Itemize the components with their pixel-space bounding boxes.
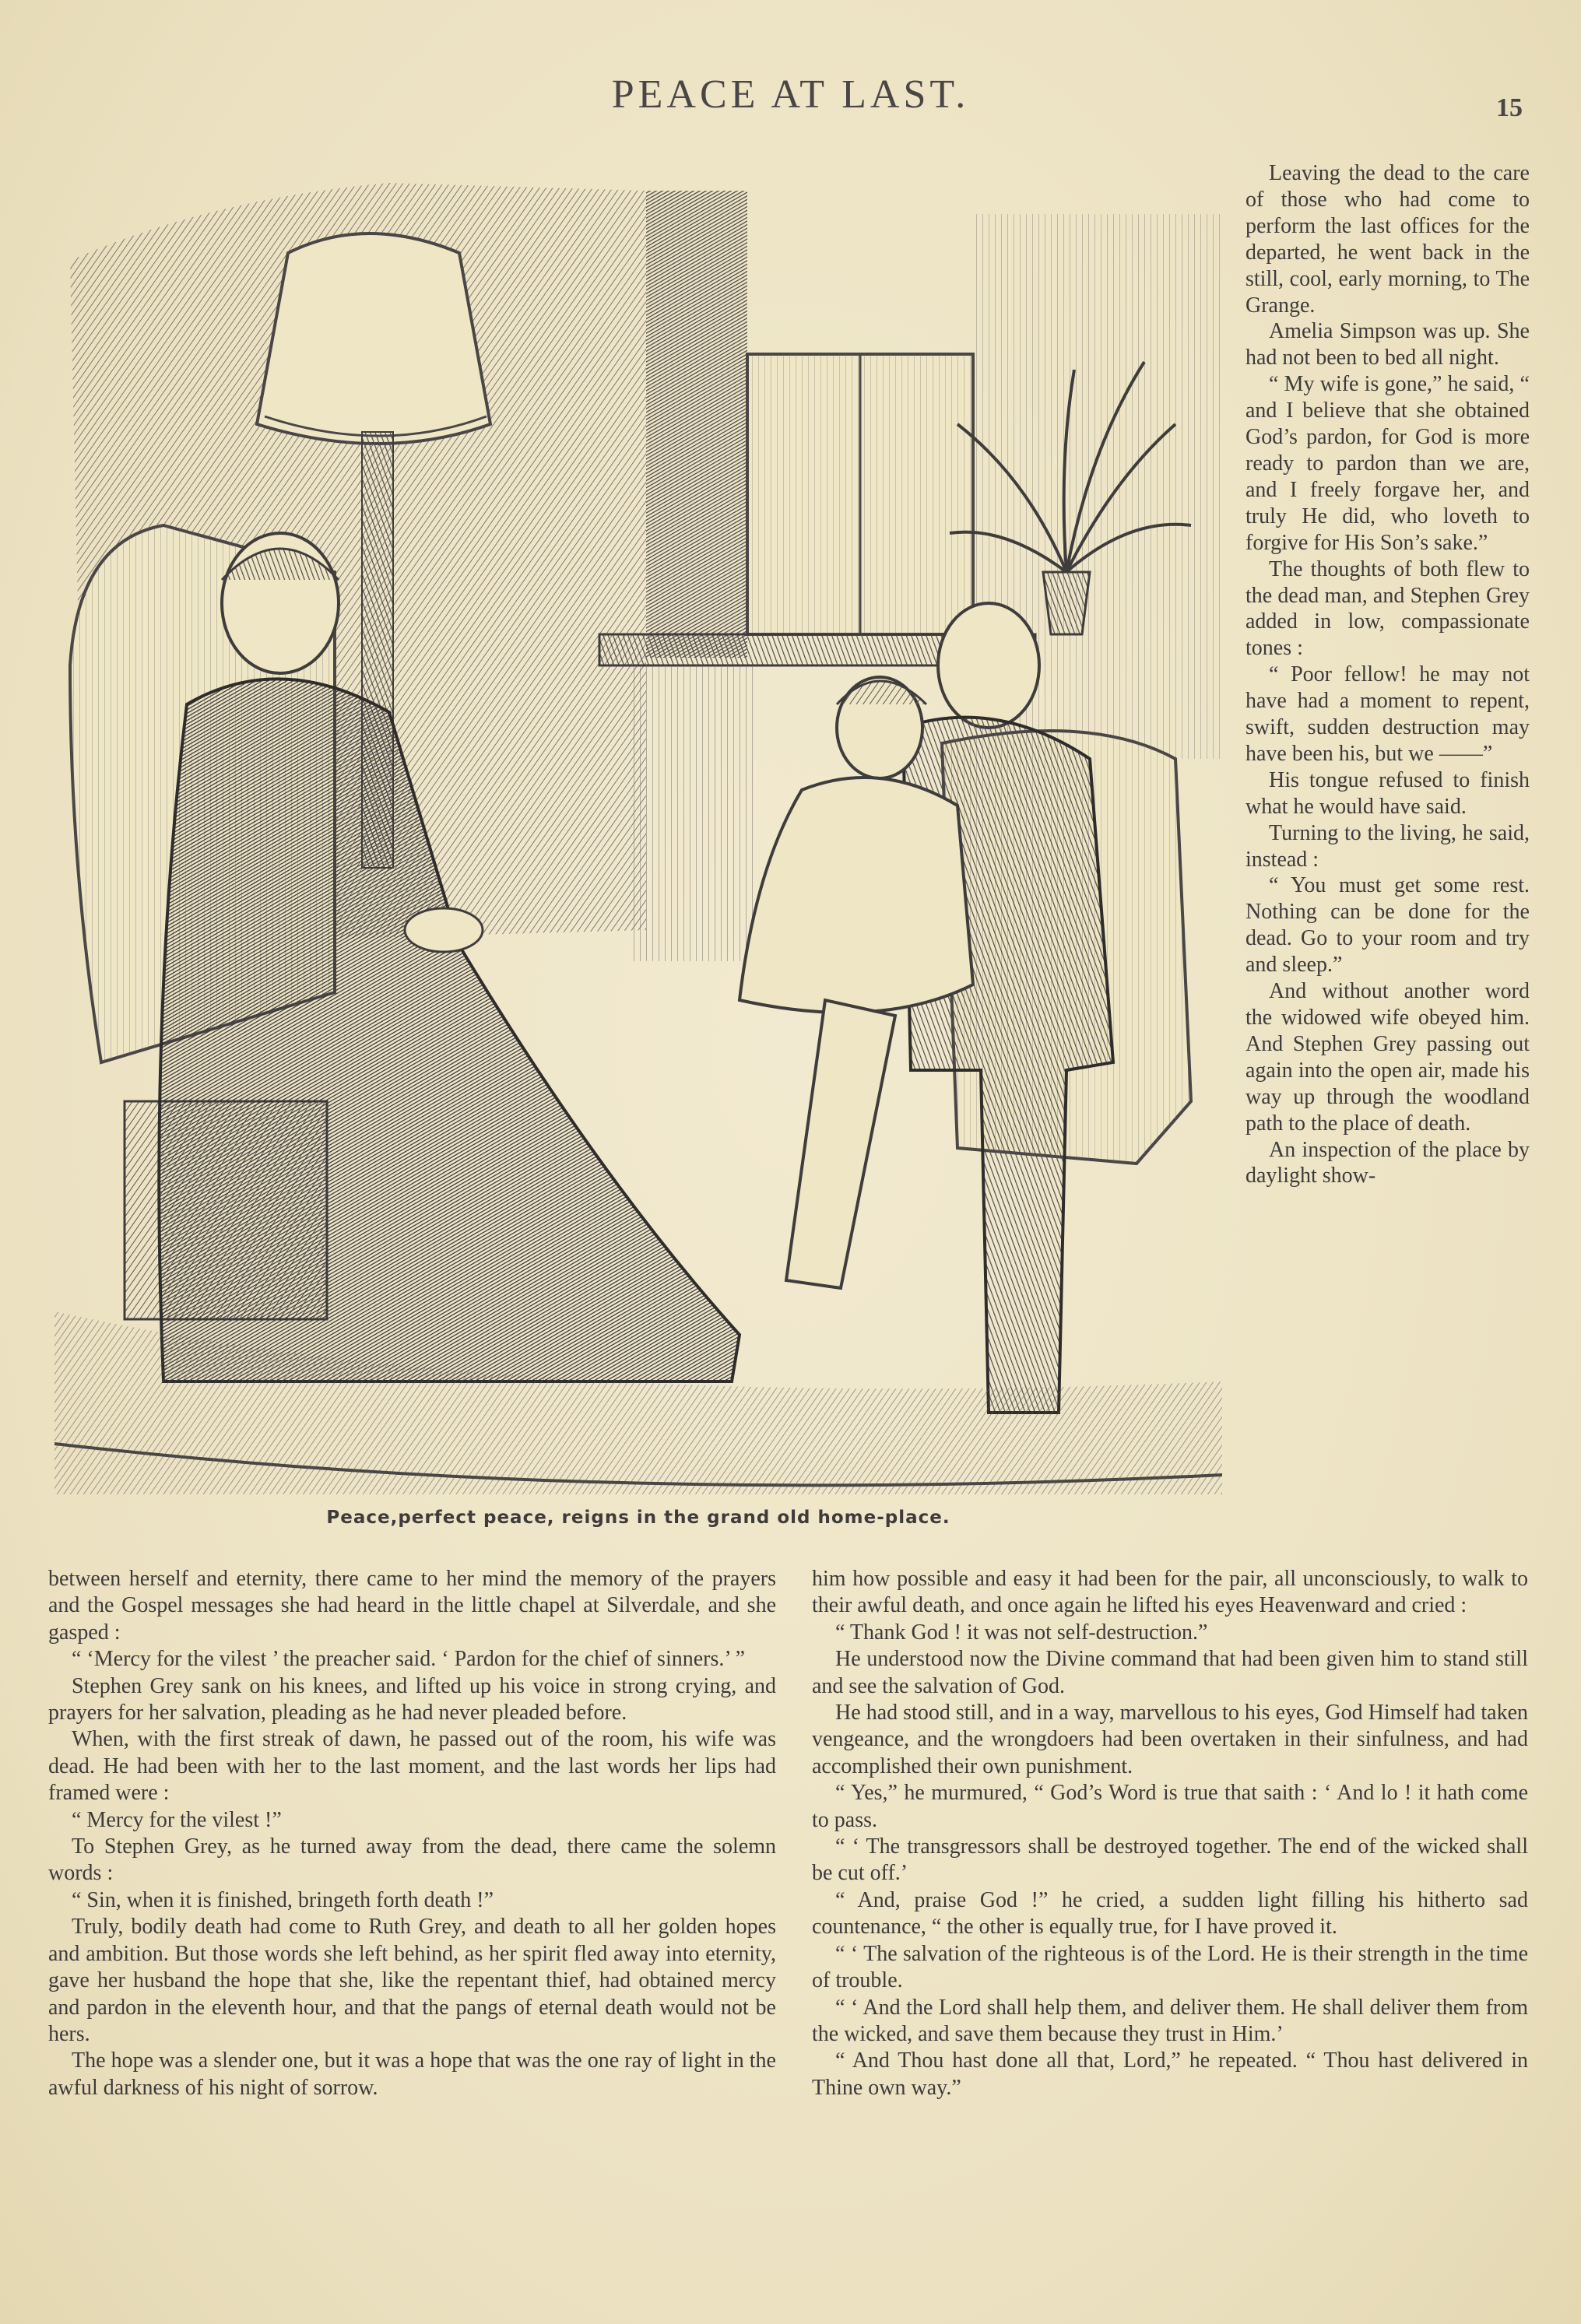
paragraph: The thoughts of both flew to the dead man, and Stephen Grey added in low, compassionate tones : — [1245, 556, 1530, 661]
page-number: 15 — [1496, 93, 1523, 122]
middle-column-text — [812, 1566, 1528, 2101]
paragraph: “ ‘ And the Lord shall help them, and deliver them. He shall deliver them from the wicked, and save them because they trust in Him.’ — [812, 1995, 1528, 2046]
paragraph: Turning to the living, he said, instead : — [1245, 820, 1530, 872]
paragraph: “ Poor fellow! he may not have had a moment to repent, swift, sudden destruction may have been his, but we ——” — [1245, 662, 1530, 766]
running-title: PEACE AT LAST. — [611, 72, 970, 117]
paragraph: Amelia Simpson was up. She had not been to bed all night. — [1245, 319, 1530, 370]
paragraph: “ My wife is gone,” he said, “ and I believe that she obtained God’s pardon, for God is more ready to pardon than we are, and I freely forgave her, and truly He did, who loveth to forgive for His Son’s sake.” — [1245, 372, 1530, 555]
paragraph: He had stood still, and in a way, marvellous to his eyes, God Himself had taken vengeance, and the wrongdoers had been overtaken in their sinfulness, and had accomplished their own punishment. — [812, 1701, 1528, 1778]
paragraph: And without another word the widowed wife obeyed him. And Stephen Grey passing out again into the open air, made his way up through the woodland path to the place of death. — [1245, 979, 1530, 1136]
paragraph: “ And, praise God !” he cried, a sudden light filling his hitherto sad countenance, “ the other is equally true, for I have proved it. — [812, 1887, 1528, 1940]
paragraph: He understood now the Divine command that had been given him to stand still and see the salvation of God. — [812, 1647, 1528, 1698]
paragraph: “ ‘ The salvation of the righteous is of the Lord. He is their strength in the time of trouble. — [812, 1941, 1528, 1993]
paragraph: “ ‘Mercy for the vilest ’ the preacher said. ‘ Pardon for the chief of sinners.’ ” — [72, 1647, 746, 1672]
paragraph: “ ‘ The transgressors shall be destroyed together. The end of the wicked shall be cut off.’ — [812, 1834, 1528, 1886]
paragraph: His tongue refused to finish what he would have said. — [1245, 767, 1530, 819]
engraving-illustration — [54, 167, 1222, 1494]
figure-caption: Peace,perfect peace, reigns in the grand old home-place. — [326, 1508, 950, 1528]
paragraph: “ Yes,” he murmured, “ God’s Word is true that saith : ‘ And lo ! it hath come to pass. — [812, 1781, 1528, 1832]
paragraph: “ You must get some rest. Nothing can be done for the dead. Go to your room and try and sleep.” — [1245, 873, 1530, 978]
paragraph: him how possible and easy it had been for the pair, all unconsciously, to walk to their awful death, and once again he lifted his eyes Heavenward and cried : — [812, 1567, 1528, 1618]
right-column-text — [1245, 160, 1530, 1189]
paragraph: Stephen Grey sank on his knees, and lifted up his voice in strong crying, and prayers for her salvation, pleading as he had never pleaded before. — [48, 1673, 776, 1725]
paragraph: “ Sin, when it is finished, bringeth forth death !” — [72, 1887, 494, 1912]
paragraph: The hope was a slender one, but it was a hope that was the one ray of light in the awful darkness of his night of sorrow. — [48, 2048, 776, 2100]
paragraph: When, with the first streak of dawn, he passed out of the room, his wife was dead. He had been with her to the last moment, and the last words her lips had framed were : — [48, 1727, 776, 1806]
paragraph: “ And Thou hast done all that, Lord,” he repeated. “ Thou hast delivered in Thine own way.” — [812, 2048, 1528, 2100]
paragraph: An inspection of the place by daylight show- — [1245, 1137, 1530, 1188]
paragraph: To Stephen Grey, as he turned away from the dead, there came the solemn words : — [48, 1834, 776, 1886]
left-column-text — [48, 1566, 776, 2101]
paragraph: “ Thank God ! it was not self-destruction.” — [835, 1620, 1208, 1645]
paragraph: Truly, bodily death had come to Ruth Grey, and death to all her golden hopes and ambition. But those words she left behind, as her spirit fled away into eternity, gave her husband the hope that she, like the repentant thief, had obtained mercy and pardon in the eleventh hour, and that the pangs of eternal death would not be hers. — [48, 1915, 776, 2046]
paragraph: Leaving the dead to the care of those who had come to perform the last offices for the departed, he went back in the still, cool, early morning, to The Grange. — [1245, 161, 1530, 318]
paragraph: between herself and eternity, there came to her mind the memory of the prayers and the Gospel messages she had heard in the little chapel at Silverdale, and she gasped : — [48, 1567, 776, 1645]
paragraph: “ Mercy for the vilest !” — [72, 1807, 282, 1832]
